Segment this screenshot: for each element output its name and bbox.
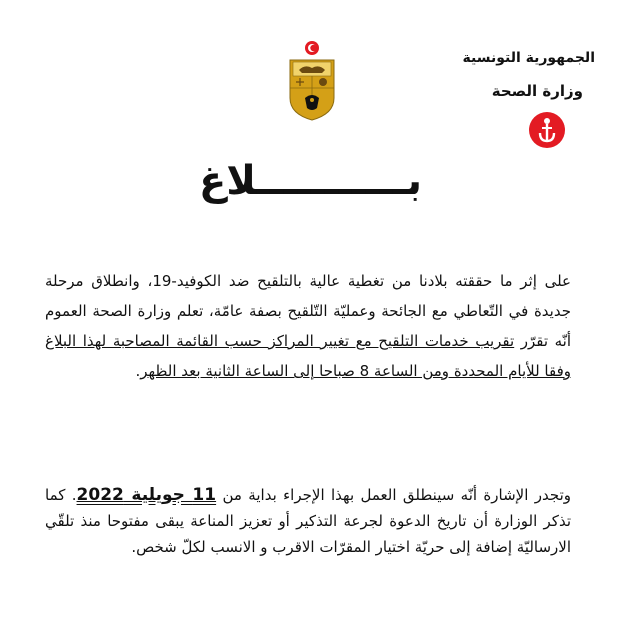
republic-name: الجمهورية التونسية [462,50,595,66]
header-block [461,50,601,100]
paragraph-2-text-a: وتجدر الإشارة أنّه سينطلق العمل بهذا الإجراء بداية من [216,486,571,504]
ministry-of-health-logo-icon [528,111,566,149]
paragraph-2 [45,482,571,560]
paragraph-1-underlined: تقريب خدمات التلقيح مع تغيير المراكز حسب القائمة المصاحبة لهذا البلاغ وفقا للأيام المحددة ومن الساعة 8 صباحا إلى الساعة الثانية بعد الظهر [45,332,571,380]
paragraph-2-text-b: . كما تذكر الوزارة أن تاريخ الدعوة لجرعة التذكير أو تعزيز المناعة يبقى مفتوحا منذ تلقّي الارساليّة إضافة إلى حريّة اختيار المقرّات الاقرب و الانسب لكلّ شخص. [45,486,571,556]
tunisia-coat-of-arms-icon [287,40,337,122]
announcement-title: بـــــــــــلاغ [198,158,423,204]
paragraph-1 [45,266,571,386]
paragraph-1-text-b: . [135,362,141,380]
ministry-name: وزارة الصحة [491,82,583,100]
start-date: 11 جويلية 2022 [76,485,217,505]
paragraph-1-text-a: على إثر ما حققته بلادنا من تغطية عالية بالتلقيح ضد الكوفيد-19، وانطلاق مرحلة جديدة في التّعاطي مع الجائحة وعمليّة التّلقيح بصفة عامّة، تعلم وزارة الصحة العموم أنّه تقرّر [45,272,571,350]
